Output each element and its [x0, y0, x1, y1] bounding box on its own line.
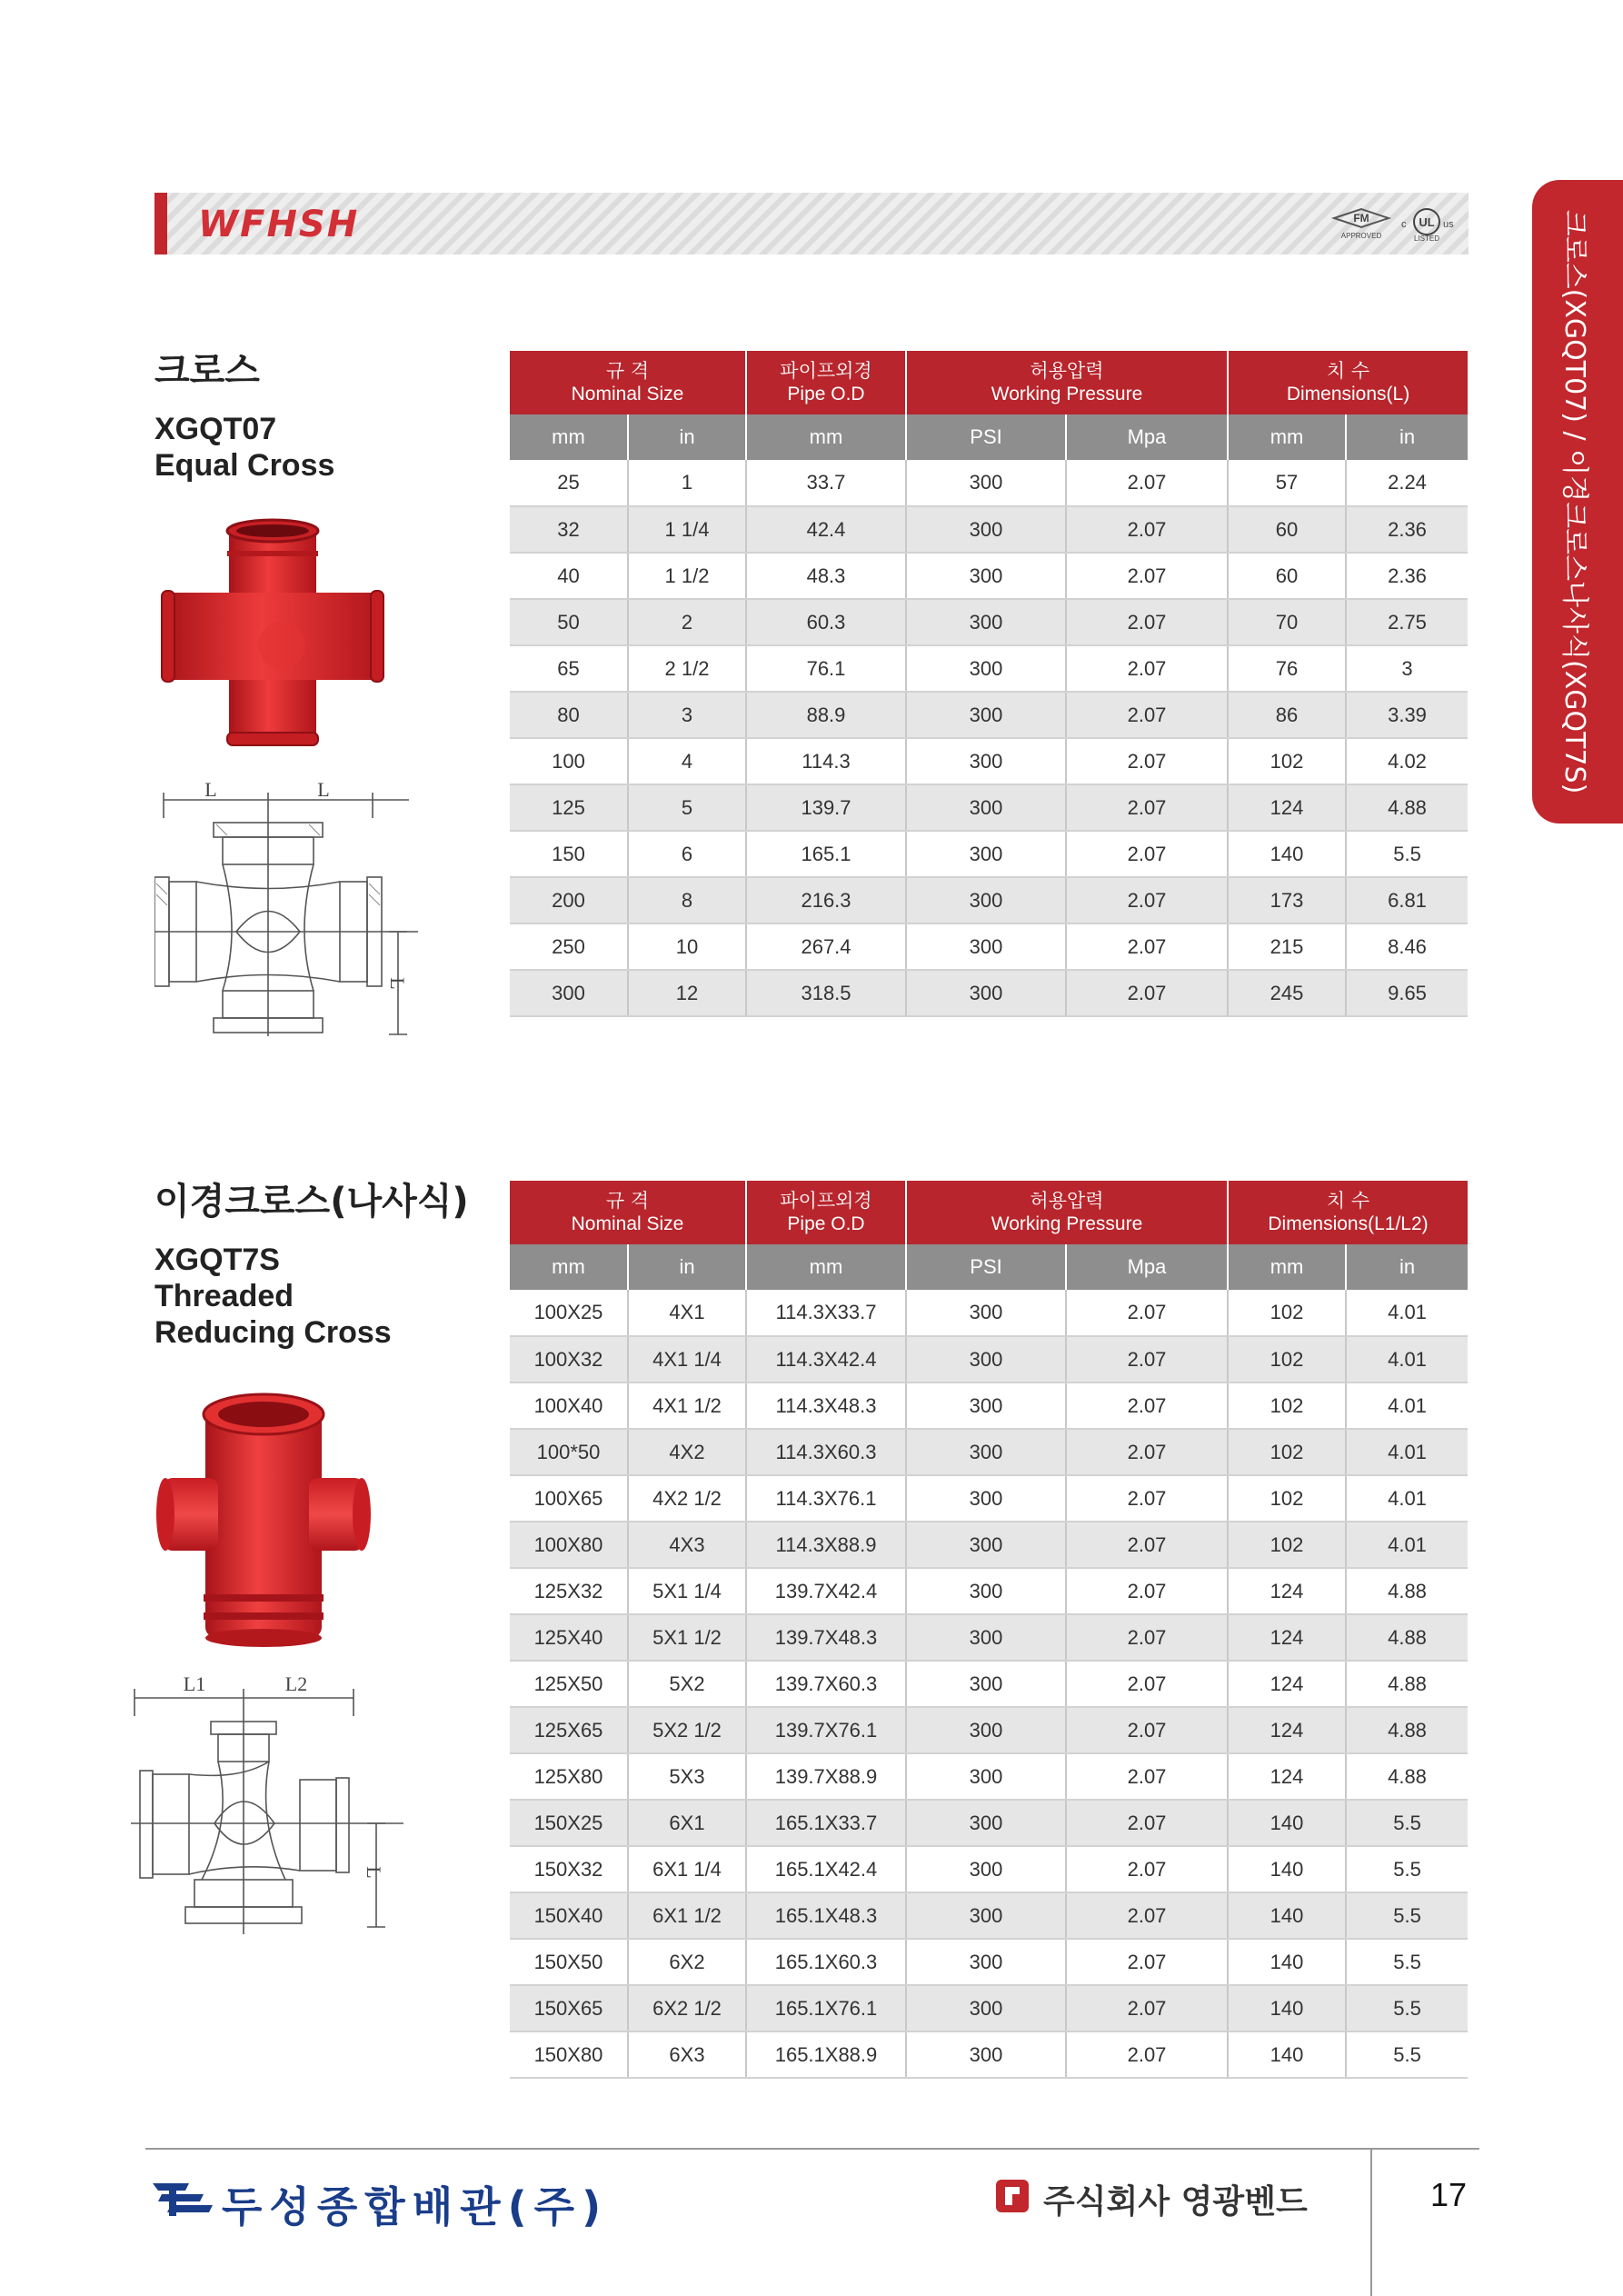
table-row	[510, 1336, 1468, 1383]
table-cell: 76	[1228, 645, 1346, 692]
table-cell: 5X1 1/4	[628, 1568, 746, 1614]
table-cell: 4.01	[1346, 1522, 1468, 1568]
table-cell: 4.01	[1346, 1475, 1468, 1522]
table-cell: 125X32	[510, 1568, 628, 1614]
table-body	[510, 460, 1468, 1016]
table-cell: 100	[510, 738, 628, 784]
table-row	[510, 645, 1468, 692]
table-cell: 2.07	[1066, 1753, 1228, 1800]
table-cell: 6X1 1/2	[628, 1892, 746, 1939]
table-cell: 100X80	[510, 1522, 628, 1568]
table-cell: 300	[906, 1522, 1066, 1568]
table-cell: 216.3	[746, 877, 906, 923]
dusung-logo-icon	[149, 2176, 216, 2220]
table-cell: 300	[906, 1383, 1066, 1429]
table-row	[510, 877, 1468, 923]
table-cell: 100*50	[510, 1429, 628, 1475]
table-cell: 165.1X33.7	[746, 1800, 906, 1846]
footer-divider	[145, 2148, 1479, 2150]
table-cell: 245	[1228, 970, 1346, 1016]
table-row	[510, 599, 1468, 645]
table-cell: 114.3	[746, 738, 906, 784]
table-cell: 215	[1228, 923, 1346, 970]
table-cell: 5X1 1/2	[628, 1614, 746, 1661]
table-cell: 300	[906, 1939, 1066, 1985]
table-cell: 300	[510, 970, 628, 1016]
table-cell: 4X2 1/2	[628, 1475, 746, 1522]
subheader-cell: Mpa	[1066, 414, 1228, 460]
table-cell: 114.3X60.3	[746, 1429, 906, 1475]
table-row	[510, 738, 1468, 784]
table-cell: 300	[906, 784, 1066, 831]
product-title-ko: 이경크로스(나사식)	[154, 1181, 469, 1223]
table-cell: 10	[628, 923, 746, 970]
table-cell: 4.01	[1346, 1429, 1468, 1475]
table-cell: 300	[906, 1336, 1066, 1383]
table-cell: 124	[1228, 1568, 1346, 1614]
table-cell: 150X65	[510, 1985, 628, 2031]
table-cell: 300	[906, 738, 1066, 784]
table-cell: 300	[906, 831, 1066, 877]
subheader-cell: in	[628, 414, 746, 460]
younggwang-logo-icon	[994, 2178, 1031, 2214]
table-cell: 4X1 1/4	[628, 1336, 746, 1383]
table-cell: 2.07	[1066, 1661, 1228, 1707]
page-number: 17	[1430, 2176, 1468, 2213]
table-cell: 2.36	[1346, 506, 1468, 553]
table-cell: 2.07	[1066, 692, 1228, 738]
table-cell: 2.75	[1346, 599, 1468, 645]
table-cell: 50	[510, 599, 628, 645]
table-cell: 9.65	[1346, 970, 1468, 1016]
product-code: XGQT7S	[154, 1243, 280, 1277]
subheader-cell: mm	[510, 414, 628, 460]
table-cell: 5X3	[628, 1753, 746, 1800]
brand-logo: WFHSH	[198, 204, 360, 245]
table-cell: 125	[510, 784, 628, 831]
table-cell: 8	[628, 877, 746, 923]
cert-fm-sub: APPROVED	[1340, 232, 1382, 240]
table-cell: 5.5	[1346, 1846, 1468, 1892]
reducing-cross-table	[510, 1181, 1468, 2079]
table-cell: 86	[1228, 692, 1346, 738]
table-cell: 60	[1228, 553, 1346, 599]
table-row	[510, 506, 1468, 553]
table-row	[510, 1522, 1468, 1568]
table-cell: 150	[510, 831, 628, 877]
dim-label-l1: L1	[183, 1672, 206, 1695]
table-cell: 100X40	[510, 1383, 628, 1429]
table-row	[510, 1985, 1468, 2031]
table-cell: 114.3X33.7	[746, 1290, 906, 1336]
table-cell: 6X3	[628, 2031, 746, 2078]
table-cell: 5.5	[1346, 2031, 1468, 2078]
table-cell: 2.07	[1066, 923, 1228, 970]
table-cell: 267.4	[746, 923, 906, 970]
table-row	[510, 970, 1468, 1016]
table-cell: 102	[1228, 1522, 1346, 1568]
table-cell: 2.07	[1066, 970, 1228, 1016]
table-cell: 140	[1228, 1985, 1346, 2031]
table-cell: 5X2 1/2	[628, 1707, 746, 1753]
table-cell: 1 1/4	[628, 506, 746, 553]
table-cell: 100X25	[510, 1290, 628, 1336]
table-cell: 2.07	[1066, 1707, 1228, 1753]
table-cell: 139.7X76.1	[746, 1707, 906, 1753]
dim-label-l2: L2	[284, 1672, 308, 1695]
table-cell: 250	[510, 923, 628, 970]
table-cell: 102	[1228, 1475, 1346, 1522]
table-cell: 4.88	[1346, 1568, 1468, 1614]
dim-label-l-right: L	[317, 782, 330, 801]
table-cell: 1 1/2	[628, 553, 746, 599]
subheader-cell: mm	[510, 1244, 628, 1290]
table-cell: 102	[1228, 1429, 1346, 1475]
table-cell: 125X65	[510, 1707, 628, 1753]
table-cell: 70	[1228, 599, 1346, 645]
table-cell: 48.3	[746, 553, 906, 599]
table-cell: 140	[1228, 1939, 1346, 1985]
table-cell: 2.07	[1066, 1985, 1228, 2031]
table-cell: 4X1 1/2	[628, 1383, 746, 1429]
table-cell: 42.4	[746, 506, 906, 553]
table-cell: 6X1	[628, 1800, 746, 1846]
table-cell: 6X2	[628, 1939, 746, 1985]
header-pipe-od: 파이프외경 Pipe O.D	[746, 351, 906, 414]
table-cell: 8.46	[1346, 923, 1468, 970]
table-cell: 114.3X42.4	[746, 1336, 906, 1383]
table-cell: 300	[906, 1429, 1066, 1475]
table-cell: 318.5	[746, 970, 906, 1016]
product-code: XGQT07	[154, 412, 277, 446]
table-cell: 6X2 1/2	[628, 1985, 746, 2031]
header-working-pressure: 허용압력 Working Pressure	[906, 1181, 1228, 1244]
equal-cross-drawing	[154, 782, 418, 1045]
subheader-cell: Mpa	[1066, 1244, 1228, 1290]
table-cell: 140	[1228, 2031, 1346, 2078]
table-cell: 200	[510, 877, 628, 923]
table-cell: 300	[906, 1892, 1066, 1939]
table-cell: 300	[906, 692, 1066, 738]
fm-approved-icon	[1330, 205, 1392, 242]
table-cell: 102	[1228, 1290, 1346, 1336]
table-cell: 2.07	[1066, 784, 1228, 831]
table-row	[510, 2031, 1468, 2078]
banner-accent	[154, 193, 167, 255]
dim-label-l-vertical: L	[363, 1866, 385, 1879]
table-row	[510, 553, 1468, 599]
table-row	[510, 1614, 1468, 1661]
table-cell: 124	[1228, 1753, 1346, 1800]
table-cell: 4X2	[628, 1429, 746, 1475]
table-cell: 100X32	[510, 1336, 628, 1383]
table-row	[510, 1846, 1468, 1892]
table-cell: 4.01	[1346, 1383, 1468, 1429]
table-cell: 300	[906, 877, 1066, 923]
side-tab	[1532, 180, 1623, 824]
table-row	[510, 1429, 1468, 1475]
subheader-cell: in	[1346, 1244, 1468, 1290]
side-tab-text: 크로스(XGQT07) / 이경크로스나사식(XGQT7S)	[1558, 209, 1590, 794]
table-cell: 6X1 1/4	[628, 1846, 746, 1892]
table-cell: 2.07	[1066, 1475, 1228, 1522]
table-cell: 4.01	[1346, 1336, 1468, 1383]
table-cell: 124	[1228, 1661, 1346, 1707]
header-dimensions: 치 수 Dimensions(L)	[1228, 351, 1468, 414]
table-cell: 173	[1228, 877, 1346, 923]
table-row	[510, 1661, 1468, 1707]
table-row	[510, 1290, 1468, 1336]
table-cell: 2.07	[1066, 831, 1228, 877]
table-cell: 125X50	[510, 1661, 628, 1707]
product-name-line-1: Threaded	[154, 1279, 294, 1313]
dim-label-l-left: L	[204, 782, 217, 801]
table-cell: 140	[1228, 1892, 1346, 1939]
table-cell: 300	[906, 1614, 1066, 1661]
table-cell: 300	[906, 1985, 1066, 2031]
table-cell: 2.07	[1066, 1290, 1228, 1336]
cert-ul-us: us	[1443, 219, 1454, 230]
table-cell: 124	[1228, 1614, 1346, 1661]
table-cell: 2.07	[1066, 1614, 1228, 1661]
table-cell: 300	[906, 645, 1066, 692]
table-cell: 102	[1228, 1336, 1346, 1383]
table-cell: 124	[1228, 1707, 1346, 1753]
table-cell: 150X40	[510, 1892, 628, 1939]
product-name-line-2: Reducing Cross	[154, 1315, 392, 1350]
table-cell: 150X80	[510, 2031, 628, 2078]
table-cell: 6	[628, 831, 746, 877]
table-cell: 300	[906, 460, 1066, 506]
table-cell: 300	[906, 1661, 1066, 1707]
table-cell: 4X3	[628, 1522, 746, 1568]
table-cell: 140	[1228, 831, 1346, 877]
table-row	[510, 460, 1468, 506]
table-cell: 139.7X48.3	[746, 1614, 906, 1661]
table-cell: 2.07	[1066, 1892, 1228, 1939]
equal-cross-photo	[145, 509, 400, 764]
table-cell: 300	[906, 1800, 1066, 1846]
table-cell: 2.07	[1066, 1846, 1228, 1892]
table-cell: 2.07	[1066, 1800, 1228, 1846]
table-cell: 125X80	[510, 1753, 628, 1800]
cert-fm-text: FM	[1353, 212, 1369, 225]
subheader-cell: mm	[1228, 414, 1346, 460]
table-cell: 32	[510, 506, 628, 553]
table-cell: 76.1	[746, 645, 906, 692]
table-cell: 139.7X42.4	[746, 1568, 906, 1614]
table-cell: 114.3X48.3	[746, 1383, 906, 1429]
equal-cross-table	[510, 351, 1468, 1017]
table-cell: 2.07	[1066, 599, 1228, 645]
table-header-row	[510, 351, 1468, 414]
table-cell: 300	[906, 1753, 1066, 1800]
table-cell: 25	[510, 460, 628, 506]
table-cell: 140	[1228, 1800, 1346, 1846]
table-row	[510, 784, 1468, 831]
table-cell: 2.07	[1066, 1336, 1228, 1383]
table-cell: 5.5	[1346, 1985, 1468, 2031]
table-cell: 2.07	[1066, 1383, 1228, 1429]
table-cell: 4.02	[1346, 738, 1468, 784]
table-cell: 57	[1228, 460, 1346, 506]
header-working-pressure: 허용압력 Working Pressure	[906, 351, 1228, 414]
table-cell: 300	[906, 970, 1066, 1016]
header-banner	[154, 193, 1469, 255]
table-cell: 2 1/2	[628, 645, 746, 692]
table-row	[510, 692, 1468, 738]
table-cell: 40	[510, 553, 628, 599]
dim-label-l-vertical: L	[386, 977, 409, 990]
table-cell: 102	[1228, 1383, 1346, 1429]
table-row	[510, 1800, 1468, 1846]
table-cell: 139.7	[746, 784, 906, 831]
header-pipe-od: 파이프외경 Pipe O.D	[746, 1181, 906, 1244]
table-cell: 150X32	[510, 1846, 628, 1892]
table-cell: 300	[906, 1568, 1066, 1614]
table-body	[510, 1290, 1468, 2078]
table-cell: 33.7	[746, 460, 906, 506]
subheader-cell: mm	[746, 414, 906, 460]
table-cell: 150X50	[510, 1939, 628, 1985]
table-cell: 300	[906, 553, 1066, 599]
table-cell: 165.1X60.3	[746, 1939, 906, 1985]
table-cell: 4.88	[1346, 1661, 1468, 1707]
table-row	[510, 1568, 1468, 1614]
reducing-cross-photo	[118, 1369, 409, 1660]
table-cell: 102	[1228, 738, 1346, 784]
table-subheader-row	[510, 1244, 1468, 1290]
table-cell: 3.39	[1346, 692, 1468, 738]
table-row	[510, 1707, 1468, 1753]
table-cell: 2.24	[1346, 460, 1468, 506]
table-row	[510, 1892, 1468, 1939]
table-cell: 114.3X76.1	[746, 1475, 906, 1522]
table-cell: 2.36	[1346, 553, 1468, 599]
table-cell: 2.07	[1066, 1568, 1228, 1614]
table-cell: 2.07	[1066, 460, 1228, 506]
table-cell: 2.07	[1066, 553, 1228, 599]
footer-company-name: 두성종합배관(주)	[222, 2182, 609, 2231]
table-cell: 150X25	[510, 1800, 628, 1846]
product-title-ko: 크로스	[154, 350, 260, 392]
table-cell: 88.9	[746, 692, 906, 738]
table-cell: 125X40	[510, 1614, 628, 1661]
table-cell: 3	[628, 692, 746, 738]
table-cell: 2.07	[1066, 738, 1228, 784]
table-cell: 2.07	[1066, 506, 1228, 553]
table-cell: 3	[1346, 645, 1468, 692]
subheader-cell: PSI	[906, 414, 1066, 460]
cert-ul-c: c	[1401, 219, 1407, 230]
subheader-cell: mm	[1228, 1244, 1346, 1290]
table-cell: 2.07	[1066, 645, 1228, 692]
table-cell: 2.07	[1066, 1939, 1228, 1985]
subheader-cell: mm	[746, 1244, 906, 1290]
table-cell: 2.07	[1066, 1522, 1228, 1568]
table-cell: 165.1X42.4	[746, 1846, 906, 1892]
table-row	[510, 1939, 1468, 1985]
table-header-row	[510, 1181, 1468, 1244]
table-cell: 1	[628, 460, 746, 506]
footer-partner-name: 주식회사 영광벤드	[1043, 2183, 1308, 2221]
table-cell: 4.88	[1346, 1707, 1468, 1753]
table-cell: 5.5	[1346, 1892, 1468, 1939]
table-cell: 60.3	[746, 599, 906, 645]
table-cell: 114.3X88.9	[746, 1522, 906, 1568]
header-dimensions: 치 수 Dimensions(L1/L2)	[1228, 1181, 1468, 1244]
table-cell: 5.5	[1346, 1939, 1468, 1985]
table-cell: 165.1X48.3	[746, 1892, 906, 1939]
subheader-cell: PSI	[906, 1244, 1066, 1290]
table-cell: 300	[906, 1707, 1066, 1753]
table-cell: 60	[1228, 506, 1346, 553]
table-cell: 2	[628, 599, 746, 645]
table-cell: 139.7X88.9	[746, 1753, 906, 1800]
table-cell: 300	[906, 1846, 1066, 1892]
table-cell: 300	[906, 1475, 1066, 1522]
table-row	[510, 831, 1468, 877]
table-cell: 139.7X60.3	[746, 1661, 906, 1707]
table-cell: 12	[628, 970, 746, 1016]
table-row	[510, 1383, 1468, 1429]
table-cell: 100X65	[510, 1475, 628, 1522]
table-row	[510, 923, 1468, 970]
table-cell: 165.1X88.9	[746, 2031, 906, 2078]
subheader-cell: in	[1346, 414, 1468, 460]
table-cell: 2.07	[1066, 1429, 1228, 1475]
table-cell: 80	[510, 692, 628, 738]
table-cell: 4.88	[1346, 1753, 1468, 1800]
table-cell: 300	[906, 1290, 1066, 1336]
product-name: Equal Cross	[154, 448, 335, 483]
table-cell: 4	[628, 738, 746, 784]
table-cell: 2.07	[1066, 877, 1228, 923]
header-nominal-size: 규 격 Nominal Size	[510, 1181, 746, 1244]
cert-ul-sub: LISTED	[1413, 235, 1440, 242]
table-cell: 4.01	[1346, 1290, 1468, 1336]
table-cell: 300	[906, 2031, 1066, 2078]
table-cell: 165.1	[746, 831, 906, 877]
table-cell: 6.81	[1346, 877, 1468, 923]
table-cell: 124	[1228, 784, 1346, 831]
table-cell: 65	[510, 645, 628, 692]
table-cell: 5.5	[1346, 831, 1468, 877]
ul-listed-icon	[1396, 205, 1459, 242]
cert-ul-text: UL	[1419, 215, 1435, 229]
table-subheader-row	[510, 414, 1468, 460]
table-row	[510, 1475, 1468, 1522]
table-cell: 4.88	[1346, 1614, 1468, 1661]
table-cell: 2.07	[1066, 2031, 1228, 2078]
footer-vertical-divider	[1370, 2148, 1372, 2296]
table-cell: 5X2	[628, 1661, 746, 1707]
reducing-cross-drawing	[131, 1671, 403, 1943]
table-cell: 300	[906, 506, 1066, 553]
table-cell: 300	[906, 599, 1066, 645]
table-cell: 4.88	[1346, 784, 1468, 831]
table-cell: 140	[1228, 1846, 1346, 1892]
table-cell: 165.1X76.1	[746, 1985, 906, 2031]
subheader-cell: in	[628, 1244, 746, 1290]
table-cell: 5	[628, 784, 746, 831]
table-row	[510, 1753, 1468, 1800]
header-nominal-size: 규 격 Nominal Size	[510, 351, 746, 414]
table-cell: 300	[906, 923, 1066, 970]
table-cell: 4X1	[628, 1290, 746, 1336]
table-cell: 5.5	[1346, 1800, 1468, 1846]
